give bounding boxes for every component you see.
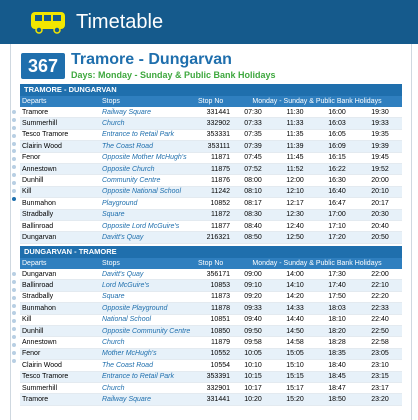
time-cell: 12:50 xyxy=(274,232,316,243)
time-cell: 18:10 xyxy=(316,314,358,325)
time-cell: 17:20 xyxy=(316,232,358,243)
stop-no-cell: 10552 xyxy=(196,348,232,359)
time-cell: 16:15 xyxy=(316,152,358,163)
time-cell: 14:33 xyxy=(274,303,316,314)
stop-dot-icon xyxy=(12,149,16,153)
time-cell: 10:15 xyxy=(232,371,274,382)
time-cell: 19:30 xyxy=(358,107,402,118)
time-cell: 20:17 xyxy=(358,198,402,209)
route-number-badge: 367 xyxy=(21,53,65,79)
time-cell: 22:50 xyxy=(358,325,402,336)
departs-cell: Dunhill xyxy=(20,175,100,186)
table-row xyxy=(20,360,402,371)
time-cell: 18:28 xyxy=(316,337,358,348)
section-dungarvan-tramore xyxy=(20,246,402,406)
table-row xyxy=(20,141,402,152)
time-cell: 15:20 xyxy=(274,394,316,405)
time-cell: 16:30 xyxy=(316,175,358,186)
time-cell: 15:10 xyxy=(274,360,316,371)
departs-cell: Summerhill xyxy=(20,118,100,129)
stop-cell: Opposite Community Centre xyxy=(100,325,196,336)
time-cell: 08:40 xyxy=(232,220,274,231)
time-cell: 09:20 xyxy=(232,291,274,302)
table-row xyxy=(20,152,402,163)
departs-cell: Annestown xyxy=(20,163,100,174)
time-cell: 12:00 xyxy=(274,175,316,186)
time-cell: 22:00 xyxy=(358,269,402,280)
time-cell: 09:58 xyxy=(232,337,274,348)
departs-cell: Tesco Tramore xyxy=(20,129,100,140)
column-header-departs: Departs xyxy=(20,96,100,107)
stop-dot-icon xyxy=(12,296,16,300)
time-cell: 09:00 xyxy=(232,269,274,280)
stop-dot-icon xyxy=(12,288,16,292)
time-cell: 20:00 xyxy=(358,175,402,186)
time-cell: 11:39 xyxy=(274,141,316,152)
table-row xyxy=(20,175,402,186)
time-cell: 15:05 xyxy=(274,348,316,359)
stop-no-cell: 356171 xyxy=(196,269,232,280)
stop-no-cell: 11878 xyxy=(196,303,232,314)
bus-icon xyxy=(30,10,66,34)
stop-dot-icon xyxy=(12,335,16,339)
time-cell: 17:00 xyxy=(316,209,358,220)
stop-no-cell: 10852 xyxy=(196,198,232,209)
column-header-days: Monday - Sunday & Public Bank Holidays xyxy=(232,258,402,269)
departs-cell: Fenor xyxy=(20,348,100,359)
stop-dot-icon xyxy=(12,351,16,355)
time-cell: 08:30 xyxy=(232,209,274,220)
stop-dot-icon xyxy=(12,134,16,138)
route-days: Days: Monday - Sunday & Public Bank Holidays xyxy=(71,70,276,80)
time-cell: 17:30 xyxy=(316,269,358,280)
stop-no-cell: 11877 xyxy=(196,220,232,231)
column-header-stop-no: Stop No xyxy=(196,96,232,107)
stop-progress-dots xyxy=(12,269,18,367)
time-cell: 07:45 xyxy=(232,152,274,163)
departs-cell: Annestown xyxy=(20,337,100,348)
time-cell: 14:00 xyxy=(274,269,316,280)
route-name: Tramore - Dungarvan xyxy=(71,51,232,68)
time-cell: 08:17 xyxy=(232,198,274,209)
departs-cell: Tramore xyxy=(20,107,100,118)
time-cell: 07:30 xyxy=(232,107,274,118)
stop-cell: Church xyxy=(100,382,196,393)
departs-cell: Tramore xyxy=(20,394,100,405)
time-cell: 16:40 xyxy=(316,186,358,197)
stop-dot-icon xyxy=(12,126,16,130)
stop-cell: Square xyxy=(100,291,196,302)
table-row xyxy=(20,291,402,302)
stop-no-cell: 11875 xyxy=(196,163,232,174)
table-row xyxy=(20,269,402,280)
time-cell: 16:09 xyxy=(316,141,358,152)
stop-cell: Opposite Playground xyxy=(100,303,196,314)
stop-dot-icon xyxy=(12,197,16,201)
stop-no-cell: 10554 xyxy=(196,360,232,371)
time-cell: 15:15 xyxy=(274,371,316,382)
time-cell: 10:10 xyxy=(232,360,274,371)
stop-dot-icon xyxy=(12,181,16,185)
stop-dot-icon xyxy=(12,189,16,193)
stop-progress-dots xyxy=(12,107,18,205)
time-cell: 12:10 xyxy=(274,186,316,197)
time-cell: 10:05 xyxy=(232,348,274,359)
time-cell: 17:40 xyxy=(316,280,358,291)
stop-no-cell: 332901 xyxy=(196,382,232,393)
stop-dot-icon xyxy=(12,319,16,323)
table-row xyxy=(20,209,402,220)
stop-cell: Square xyxy=(100,209,196,220)
table-row xyxy=(20,186,402,197)
stop-no-cell: 11871 xyxy=(196,152,232,163)
stop-dot-icon xyxy=(12,173,16,177)
time-cell: 20:50 xyxy=(358,232,402,243)
time-cell: 10:17 xyxy=(232,382,274,393)
time-cell: 09:50 xyxy=(232,325,274,336)
timetable-table xyxy=(20,96,402,244)
time-cell: 22:58 xyxy=(358,337,402,348)
stop-no-cell: 11876 xyxy=(196,175,232,186)
time-cell: 14:50 xyxy=(274,325,316,336)
departs-cell: Bunmahon xyxy=(20,303,100,314)
time-cell: 16:22 xyxy=(316,163,358,174)
time-cell: 23:05 xyxy=(358,348,402,359)
time-cell: 19:45 xyxy=(358,152,402,163)
stop-cell: Mother McHugh's xyxy=(100,348,196,359)
stop-cell: Church xyxy=(100,337,196,348)
time-cell: 20:10 xyxy=(358,186,402,197)
time-cell: 20:40 xyxy=(358,220,402,231)
stop-dot-icon xyxy=(12,157,16,161)
time-cell: 18:20 xyxy=(316,325,358,336)
time-cell: 10:20 xyxy=(232,394,274,405)
departs-cell: Tesco Tramore xyxy=(20,371,100,382)
column-header-departs: Departs xyxy=(20,258,100,269)
column-header-days: Monday - Sunday & Public Bank Holidays xyxy=(232,96,402,107)
table-row xyxy=(20,280,402,291)
time-cell: 23:17 xyxy=(358,382,402,393)
table-row xyxy=(20,129,402,140)
timetable-table xyxy=(20,258,402,406)
time-cell: 19:39 xyxy=(358,141,402,152)
timetable-panel xyxy=(10,44,412,420)
departs-cell: Dungarvan xyxy=(20,232,100,243)
stop-cell: Church xyxy=(100,118,196,129)
stop-cell: Opposite National School xyxy=(100,186,196,197)
stop-cell: Community Centre xyxy=(100,175,196,186)
time-cell: 22:10 xyxy=(358,280,402,291)
table-row xyxy=(20,382,402,393)
stop-no-cell: 331441 xyxy=(196,394,232,405)
stop-no-cell: 353331 xyxy=(196,129,232,140)
stop-cell: Davitt's Quay xyxy=(100,269,196,280)
page-title: Timetable xyxy=(76,10,164,33)
departs-cell: Summerhill xyxy=(20,382,100,393)
stop-cell: Opposite Church xyxy=(100,163,196,174)
departs-cell: Dunhill xyxy=(20,325,100,336)
app-header xyxy=(0,0,418,44)
stop-no-cell: 11873 xyxy=(196,291,232,302)
time-cell: 11:33 xyxy=(274,118,316,129)
stop-dot-icon xyxy=(12,304,16,308)
table-row xyxy=(20,314,402,325)
stop-no-cell: 216321 xyxy=(196,232,232,243)
stop-cell: Opposite Lord McGuire's xyxy=(100,220,196,231)
table-row xyxy=(20,232,402,243)
stop-dot-icon xyxy=(12,311,16,315)
stop-dot-icon xyxy=(12,165,16,169)
stop-cell: Opposite Mother McHugh's xyxy=(100,152,196,163)
time-cell: 18:03 xyxy=(316,303,358,314)
time-cell: 11:52 xyxy=(274,163,316,174)
stop-dot-icon xyxy=(12,110,16,114)
section-title: TRAMORE - DUNGARVAN xyxy=(20,84,402,96)
column-header-stops: Stops xyxy=(100,258,196,269)
time-cell: 18:50 xyxy=(316,394,358,405)
table-row xyxy=(20,325,402,336)
time-cell: 08:00 xyxy=(232,175,274,186)
stop-dot-icon xyxy=(12,359,16,363)
departs-cell: Ballinroad xyxy=(20,220,100,231)
time-cell: 11:45 xyxy=(274,152,316,163)
time-cell: 16:03 xyxy=(316,118,358,129)
time-cell: 22:40 xyxy=(358,314,402,325)
stop-cell: National School xyxy=(100,314,196,325)
time-cell: 16:47 xyxy=(316,198,358,209)
time-cell: 09:10 xyxy=(232,280,274,291)
column-header-stop-no: Stop No xyxy=(196,258,232,269)
column-header-stops: Stops xyxy=(100,96,196,107)
table-row xyxy=(20,303,402,314)
table-row xyxy=(20,337,402,348)
time-cell: 07:52 xyxy=(232,163,274,174)
departs-cell: Stradbally xyxy=(20,209,100,220)
table-row xyxy=(20,107,402,118)
time-cell: 09:40 xyxy=(232,314,274,325)
time-cell: 07:39 xyxy=(232,141,274,152)
section-tramore-dungarvan xyxy=(20,84,402,244)
stop-no-cell: 10853 xyxy=(196,280,232,291)
table-row xyxy=(20,163,402,174)
time-cell: 08:50 xyxy=(232,232,274,243)
table-row xyxy=(20,394,402,405)
time-cell: 19:33 xyxy=(358,118,402,129)
departs-cell: Stradbally xyxy=(20,291,100,302)
stop-cell: Railway Square xyxy=(100,394,196,405)
time-cell: 18:35 xyxy=(316,348,358,359)
time-cell: 23:15 xyxy=(358,371,402,382)
time-cell: 09:33 xyxy=(232,303,274,314)
table-row xyxy=(20,371,402,382)
time-cell: 14:58 xyxy=(274,337,316,348)
stop-no-cell: 11242 xyxy=(196,186,232,197)
time-cell: 08:10 xyxy=(232,186,274,197)
stop-no-cell: 11872 xyxy=(196,209,232,220)
departs-cell: Dungarvan xyxy=(20,269,100,280)
stop-no-cell: 10851 xyxy=(196,314,232,325)
stop-no-cell: 353111 xyxy=(196,141,232,152)
stop-no-cell: 332902 xyxy=(196,118,232,129)
time-cell: 07:35 xyxy=(232,129,274,140)
stop-dot-icon xyxy=(12,142,16,146)
time-cell: 15:17 xyxy=(274,382,316,393)
departs-cell: Clairin Wood xyxy=(20,360,100,371)
time-cell: 16:05 xyxy=(316,129,358,140)
stop-no-cell: 11879 xyxy=(196,337,232,348)
stop-no-cell: 331441 xyxy=(196,107,232,118)
time-cell: 11:35 xyxy=(274,129,316,140)
stop-dot-icon xyxy=(12,272,16,276)
departs-cell: Kill xyxy=(20,314,100,325)
time-cell: 12:40 xyxy=(274,220,316,231)
stop-cell: Entrance to Retail Park xyxy=(100,129,196,140)
time-cell: 23:20 xyxy=(358,394,402,405)
route-header xyxy=(21,52,276,80)
time-cell: 07:33 xyxy=(232,118,274,129)
stop-dot-icon xyxy=(12,327,16,331)
time-cell: 19:35 xyxy=(358,129,402,140)
time-cell: 22:33 xyxy=(358,303,402,314)
time-cell: 18:47 xyxy=(316,382,358,393)
stop-cell: The Coast Road xyxy=(100,360,196,371)
time-cell: 19:52 xyxy=(358,163,402,174)
stop-dot-icon xyxy=(12,280,16,284)
stop-no-cell: 10850 xyxy=(196,325,232,336)
stop-cell: Entrance to Retail Park xyxy=(100,371,196,382)
time-cell: 14:10 xyxy=(274,280,316,291)
time-cell: 16:00 xyxy=(316,107,358,118)
time-cell: 23:10 xyxy=(358,360,402,371)
time-cell: 22:20 xyxy=(358,291,402,302)
stop-cell: Playground xyxy=(100,198,196,209)
stop-no-cell: 353391 xyxy=(196,371,232,382)
time-cell: 14:20 xyxy=(274,291,316,302)
table-row xyxy=(20,198,402,209)
departs-cell: Clairin Wood xyxy=(20,141,100,152)
stop-dot-icon xyxy=(12,118,16,122)
stop-cell: The Coast Road xyxy=(100,141,196,152)
time-cell: 17:10 xyxy=(316,220,358,231)
time-cell: 20:30 xyxy=(358,209,402,220)
time-cell: 14:40 xyxy=(274,314,316,325)
time-cell: 18:40 xyxy=(316,360,358,371)
time-cell: 18:45 xyxy=(316,371,358,382)
table-row xyxy=(20,118,402,129)
time-cell: 11:30 xyxy=(274,107,316,118)
table-row xyxy=(20,220,402,231)
stop-dot-icon xyxy=(12,343,16,347)
departs-cell: Ballinroad xyxy=(20,280,100,291)
departs-cell: Kill xyxy=(20,186,100,197)
time-cell: 12:30 xyxy=(274,209,316,220)
stop-cell: Lord McGuire's xyxy=(100,280,196,291)
section-title: DUNGARVAN - TRAMORE xyxy=(20,246,402,258)
time-cell: 17:50 xyxy=(316,291,358,302)
time-cell: 12:17 xyxy=(274,198,316,209)
departs-cell: Bunmahon xyxy=(20,198,100,209)
stop-cell: Railway Square xyxy=(100,107,196,118)
departs-cell: Fenor xyxy=(20,152,100,163)
table-row xyxy=(20,348,402,359)
stop-cell: Davitt's Quay xyxy=(100,232,196,243)
